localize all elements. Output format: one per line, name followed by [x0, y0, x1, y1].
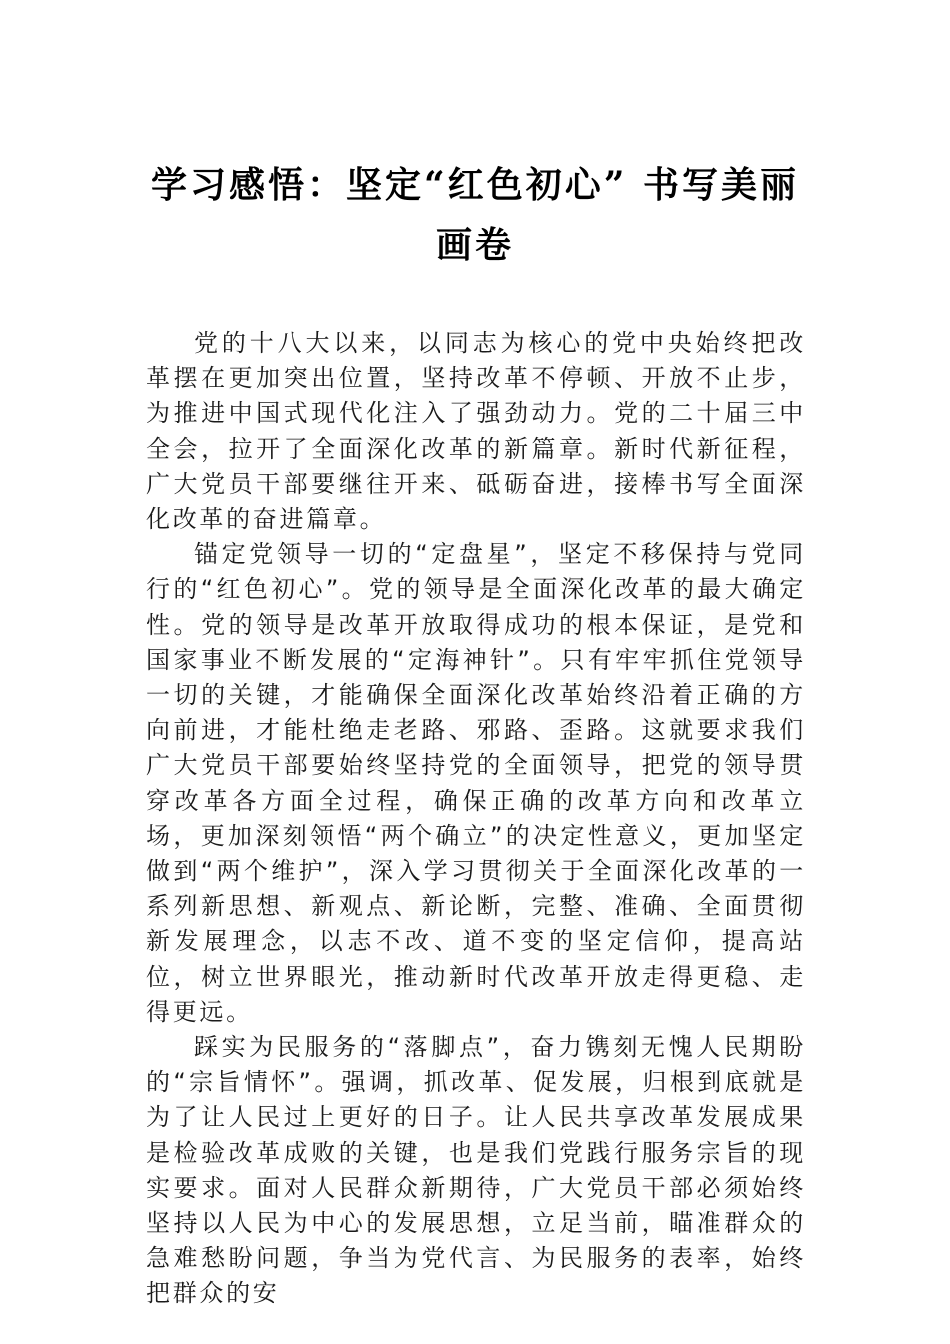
document-title: 学习感悟：坚定“红色初心” 书写美丽画卷 [151, 164, 799, 266]
paragraph: 踩实为民服务的“落脚点”，奋力镌刻无愧人民期盼的“宗旨情怀”。强调，抓改革、促发展，归根到底就是为了让人民过上更好的日子。让人民共享改革发展成果是检验改革成败的关键，也是我们党践行服务宗旨的现实要求。面对人民群众新期待，广大党员干部必须始终坚持以人民为中心的发展思想，立足当前，瞄准群众的急难愁盼问题，争当为党代言、为民服务的表率，始终把群众的安 [146, 1033, 806, 1308]
paragraph: 锚定党领导一切的“定盘星”，坚定不移保持与党同行的“红色初心”。党的领导是全面深化改革的最大确定性。党的领导是改革开放取得成功的根本保证，是党和国家事业不断发展的“定海神针”。只有牢牢抓住党领导一切的关键，才能确保全面深化改革始终沿着正确的方向前进，才能杜绝走老路、邪路、歪路。这就要求我们广大党员干部要始终坚持党的全面领导，把党的领导贯穿改革各方面全过程，确保正确的改革方向和改革立场，更加深刻领悟“两个确立”的决定性意义，更加坚定做到“两个维护”，深入学习贯彻关于全面深化改革的一系列新思想、新观点、新论断，完整、准确、全面贯彻新发展理念，以志不改、道不变的坚定信仰，提高站位，树立世界眼光，推动新时代改革开放走得更稳、走得更远。 [146, 540, 806, 1026]
paragraph: 党的十八大以来，以同志为核心的党中央始终把改革摆在更加突出位置，坚持改革不停顿、开放不止步，为推进中国式现代化注入了强劲动力。党的二十届三中全会，拉开了全面深化改革的新篇章。新时代新征程，广大党员干部要继往开来、砥砺奋进，接棒书写全面深化改革的奋进篇章。 [146, 329, 806, 534]
document-body [146, 326, 806, 1312]
